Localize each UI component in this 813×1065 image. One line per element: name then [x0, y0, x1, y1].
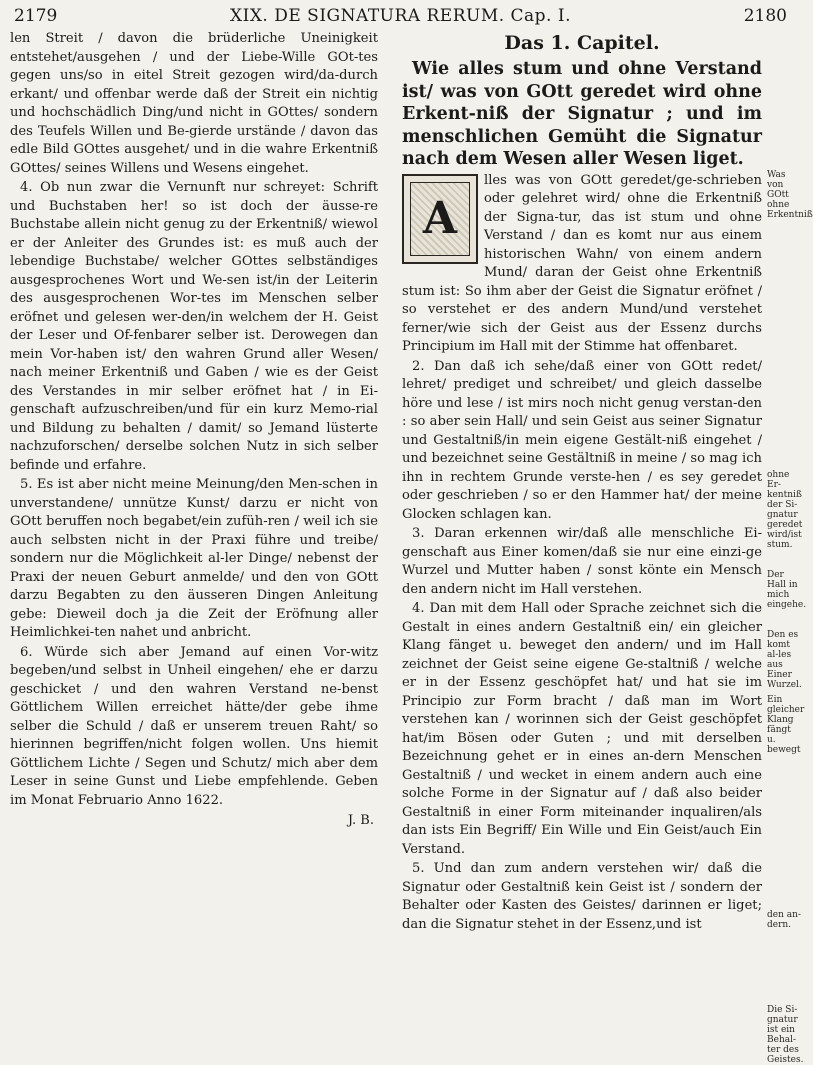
- initial-letter: A: [422, 192, 458, 244]
- margin-note: ohne Er-kentniß der Si-gnatur geredet wird/ist stum.: [767, 470, 803, 550]
- paragraph: 6. Würde sich aber Jemand auf einen Vor-witz begeben/und selbst in Unheil eingehen/ ehe er darzu geschicket / und den wahren Verstand ne-benst Göttlichem Willen erreichet hätte/der gebe ihme selber die Schuld / daß er unserem treuen Raht/ so hierinnen begriffen/nicht folgen wollen. Uns hiemit Göttlichem Lichte / Segen und Schutz/ mich aber dem Leser in seine Gunst und Liebe empfehlende. Geben im Monat Februario Anno 1622.: [10, 644, 378, 808]
- running-title: XIX. DE SIGNATURA RERUM. Cap. I.: [230, 6, 571, 26]
- paragraph: 5. Und dan zum andern verstehen wir/ daß die Signatur oder Gestaltniß kein Geist ist / sondern der Behalter oder Kasten des Geistes/ darinnen er liget; dan die Signatur stehet in der Essenz,und ist: [402, 861, 762, 932]
- paragraph: lles was von GOtt geredet/ge-schrieben oder gelehret wird/ ohne die Erkentniß der Signa-tur, das ist stum und ohne Verstand / dan es komt nur aus einem historischen Wahn/ von einem andern Mund/ daran der Geist ohne Erkentniß stum ist: So ihm aber der Geist die Signatur eröfnet / so verstehet er des andern Mund/und verstehet ferner/wie sich der Geist aus der Essenz durchs Principium im Hall mit der Stimme hat offenbaret.: [402, 172, 762, 354]
- paragraph: 4. Dan mit dem Hall oder Sprache zeichnet sich die Gestalt in eines andern Gestaltniß ein/ ein gleicher Klang fänget u. beweget den andern/ und im Hall zeichnet der Geist seine eigene Ge-staltniß / welche er in der Essenz geschöpfet hat/ und hat sie im Principio zur Form bracht / daß man im Wort verstehen kan / worinnen sich der Geist geschöpfet hat/im Bösen oder Guten ; und mit derselben Bezeichnung gehet er in eines an-dern Menschen Gestaltniß / und wecket in einem andern auch eine solche Forme in der Signatur auf / daß also beider Gestaltniß in einer Form miteinander inqualiren/als dan ists Ein Begriff/ Ein Wille und Ein Geist/auch Ein Verstand.: [402, 601, 762, 857]
- paragraph: len Streit / davon die brüderliche Uneinigkeit entstehet/ausgehen / und der Liebe-Wille GOt-tes gegen uns/so in eitel Streit gezogen wird/da-durch erkant/ und offenbar werde daß der Streit ein nichtig und hochschädlich Ding/und nicht in GOttes/ sondern des Teufels Willen und Be-gierde urstände / davon das edle Bild GOttes ausgehet/ und in die wahre Erkentniß GOttes/ seines Willens und Wesens eingehet.: [10, 31, 378, 176]
- page-number-right: 2180: [743, 6, 787, 26]
- page-number-left: 2179: [14, 6, 58, 26]
- margin-note: den an-dern.: [767, 910, 801, 930]
- paragraph: 5. Es ist aber nicht meine Meinung/den Men-schen in unverstandene/ unnütze Kunst/ darzu er nicht von GOtt beruffen noch begabet/ein zufüh-ren / weil ich sie auch selbsten nicht in der Praxi führe und treibe/ sondern nur die Möglichkeit al-ler Dinge/ nebenst der Praxi der neuen Geburt anmelde/ und den von GOtt darzu Begabten zu den äusseren Dingen Anleitung gebe: Dieweil doch ja die Zeit der Eröfnung aller Heimlichkei-ten nahet und anbricht.: [10, 477, 378, 640]
- paragraph: 2. Dan daß ich sehe/daß einer von GOtt redet/ lehret/ prediget und schreibet/ und gleich dasselbe höre und lese / ist mirs noch nicht genug verstan-den : so aber sein Hall/ und sein Geist aus seiner Signatur und Gestaltniß/in mein eigene Gestält-niß eingehet / und bezeichnet seine Gestältniß in meine / so mag ich ihn in rechtem Grunde verste-hen / es sey geredet oder geschrieben / so er den Hammer hat/ der meine Glocken schlagen kan.: [402, 358, 762, 522]
- running-header: [14, 4, 787, 28]
- margin-note: Was von GOtt ohne Erkentniß: [767, 170, 813, 220]
- chapter-summary: Wie alles stum und ohne Verstand ist/ was von GOtt geredet wird ohne Erkent-niß der Signatur ; und im menschlichen Gemüht die Signatur nach dem Wesen aller Wesen liget.: [402, 59, 762, 169]
- margin-note: Die Si-gnatur ist ein Behal-ter des Geistes.: [767, 1005, 804, 1065]
- margin-note: Den es komt al-les aus Einer Wurzel.: [767, 630, 802, 690]
- margin-note: Ein gleicher Klang fängt u. bewegt: [767, 695, 805, 755]
- paragraph: 4. Ob nun zwar die Vernunft nur schreyet: Schrift und Buchstaben her! so ist doch der äusse-re Buchstabe allein nicht genug zu der Erkentniß/ wiewol er der Anleiter des Grundes ist: es muß auch der lebendige Buchstabe/ welcher GOttes selbständiges ausgesprochenes Wort und We-sen ist/in der Leiterin des ausgesprochenen Wor-tes im Menschen selber eröfnet und gelesen wer-den/in welchem der H. Geist der Leser und Of-fenbarer selber ist. Derowegen dan mein Vor-haben ist/ den wahren Grund aller Wesen/ nach meiner Erkentniß und Gaben / wie es der Geist des Verstandes in mir selber eröfnet hat / in Ei-genschaft aufzuschreiben/und für ein kurz Memo-rial und Bildung zu behalten / damit/ so Jemand lüsterte nachzuforschen/ derselbe solchen Nutz in sich selber befinde und erfahre.: [10, 180, 378, 473]
- first-paragraph-block: [402, 172, 762, 357]
- chapter-title: Das 1. Capitel.: [504, 32, 660, 54]
- left-column: [10, 30, 378, 1024]
- paragraph: 3. Daran erkennen wir/daß alle menschliche Ei-genschaft aus Einer komen/daß sie nur eine einzi-ge Wurzel und Mutter haben / sonst könte ein Mensch den andern nicht im Hall verstehen.: [402, 526, 762, 597]
- author-signature: J. B.: [347, 813, 374, 828]
- margin-note: Der Hall in mich eingehe.: [767, 570, 807, 610]
- right-column: [402, 30, 762, 1024]
- decorated-initial-icon: [402, 174, 478, 264]
